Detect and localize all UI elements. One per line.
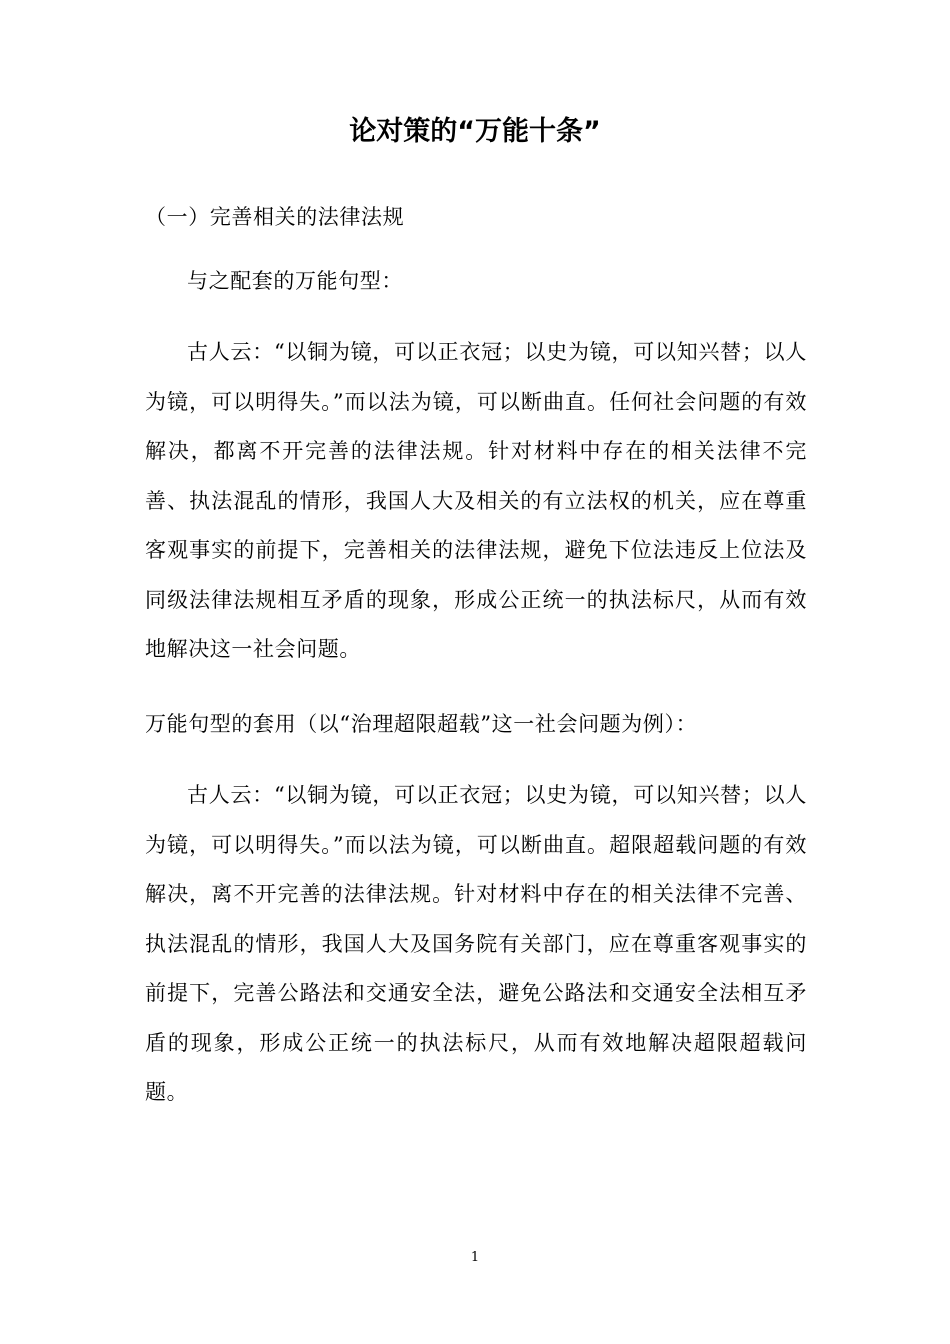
page-title: 论对策的“万能十条” (349, 116, 601, 147)
application-paragraph: 古人云：“以铜为镜，可以正衣冠；以史为镜，可以知兴替；以人为镜，可以明得失。”而以法为镜，可以断曲直。超限超载问题的有效解决，离不开完善的法律法规。针对材料中存在的相关法律不完善、执法混乱的情形，我国人大及国务院有关部门，应在尊重客观事实的前提下，完善公路法和交通安全法，避免公路法和交通安全法相互矛盾的现象，形成公正统一的执法标尺，从而有效地解决超限超载问题。 (145, 783, 807, 1104)
application-label: 万能句型的套用（以“治理超限超载”这一社会问题为例）： (145, 712, 698, 736)
page-number: 1 (470, 1250, 480, 1265)
template-label: 与之配套的万能句型： (187, 269, 403, 293)
template-paragraph: 古人云：“以铜为镜，可以正衣冠；以史为镜，可以知兴替；以人为镜，可以明得失。”而以法为镜，可以断曲直。任何社会问题的有效解决，都离不开完善的法律法规。针对材料中存在的相关法律不完善、执法混乱的情形，我国人大及相关的有立法权的机关，应在尊重客观事实的前提下，完善相关的法律法规，避免下位法违反上位法及同级法律法规相互矛盾的现象，形成公正统一的执法标尺，从而有效地解决这一社会问题。 (145, 340, 807, 661)
section-heading: （一）完善相关的法律法规 (145, 205, 405, 229)
